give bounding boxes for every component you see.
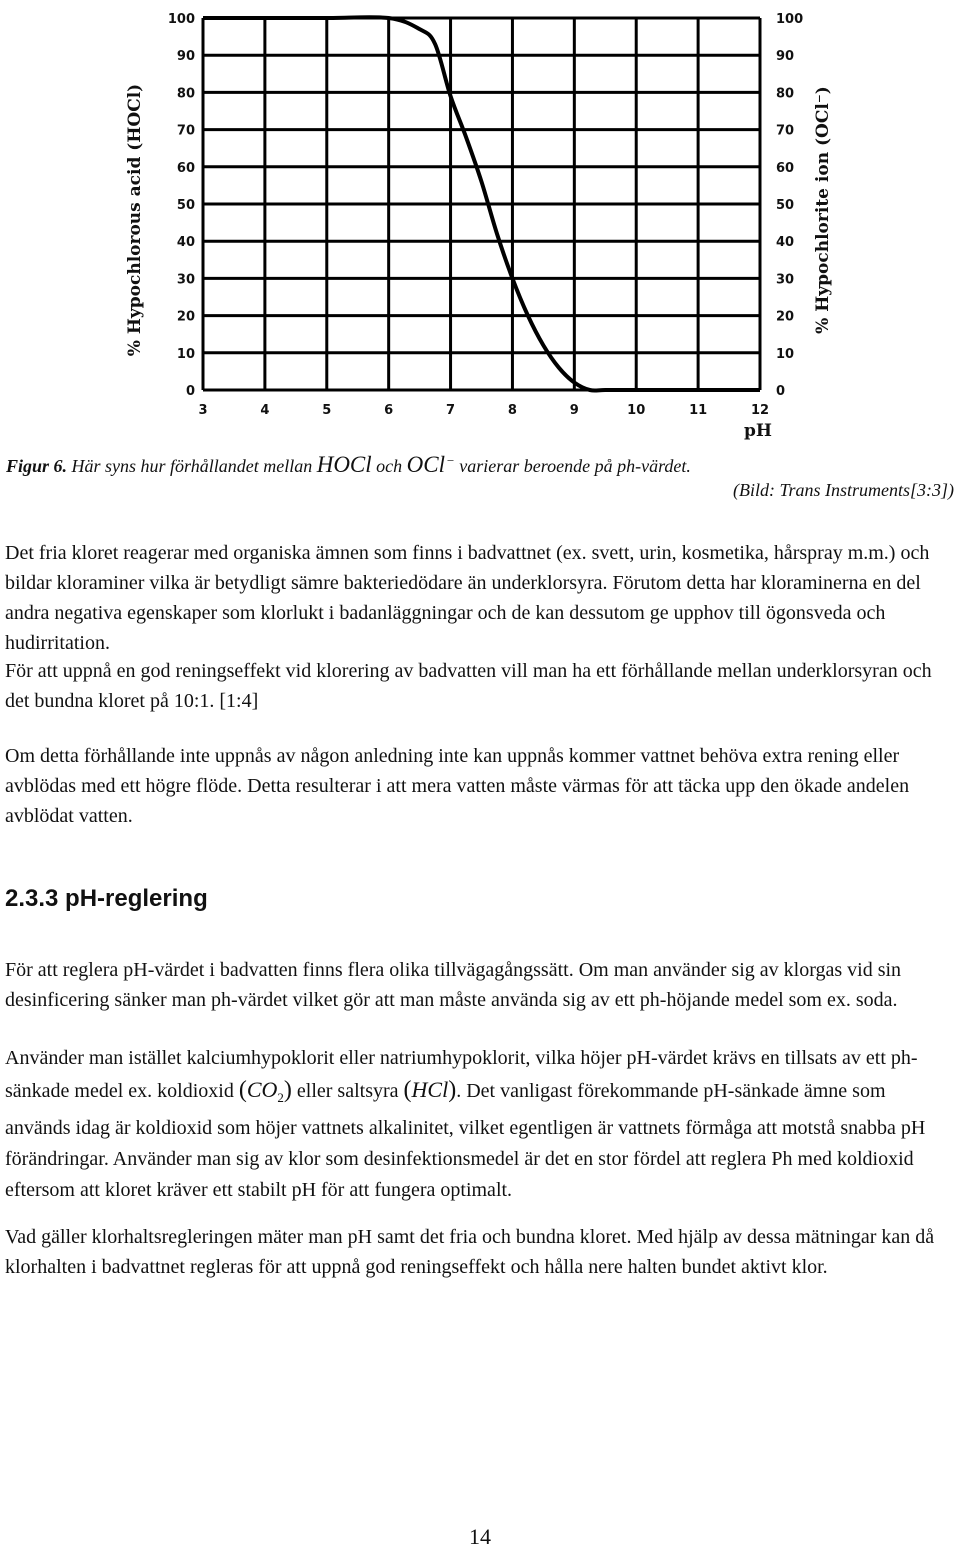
x-tick-label: 3 — [198, 403, 208, 418]
paragraph-3: Om detta förhållande inte uppnås av någon anledning inte kan uppnås kommer vattnet behöva extra rening eller avblödas med ett högre flöde. Detta resulterar i att mera vatten måste värmas för att täcka upp den ökade andelen avblödat vatten. — [5, 745, 910, 827]
y-tick-label-right: 80 — [776, 86, 795, 102]
y-tick-label-left: 10 — [176, 346, 195, 362]
y-tick-label-right: 70 — [776, 123, 795, 139]
section-heading: 2.3.3 pH-reglering — [5, 885, 208, 912]
x-tick-label: 6 — [384, 403, 394, 418]
x-tick-label: 11 — [689, 403, 708, 418]
caption-chem-ocl: OCl — [406, 452, 445, 477]
x-tick-label: 8 — [507, 403, 517, 418]
paragraph-5-part-a: Använder man istället kalciumhypoklorit eller natriumhypoklorit, vilka höjer pH-värdet krävs en tillsats av ett ph-sänkade medel ex. koldioxid — [5, 1047, 918, 1102]
hocl-ocl-chart — [110, 0, 850, 445]
y-tick-label-left: 80 — [176, 86, 195, 102]
y-tick-label-left: 30 — [176, 272, 195, 288]
y-tick-label-left: 60 — [176, 160, 195, 176]
x-tick-label: 10 — [627, 403, 646, 418]
formula-hcl: HCl — [411, 1077, 449, 1102]
x-tick-label: 7 — [446, 403, 456, 418]
y-tick-label-left: 20 — [176, 309, 195, 325]
formula-co2-subscript: 2 — [277, 1090, 284, 1105]
y-tick-label-right: 50 — [776, 198, 795, 213]
page-number: 14 — [469, 1524, 491, 1549]
formula-co2: CO — [246, 1077, 278, 1102]
figure-label: Figur 6. — [6, 456, 68, 476]
y-tick-label-left: 90 — [176, 49, 195, 65]
y-tick-label-right: 30 — [776, 272, 795, 288]
y-tick-label-right: 10 — [776, 346, 795, 362]
paragraph-2: För att uppnå en god reningseffekt vid klorering av badvatten vill man ha ett förhållande mellan underklorsyran och det bundna kloret på 10:1. [1:4] — [5, 660, 932, 712]
y-tick-label-right: 60 — [776, 160, 795, 176]
y-axis-label-left: % Hypochlorous acid (HOCl) — [125, 83, 145, 357]
x-tick-label: 9 — [569, 403, 579, 418]
y-axis-label-right: % Hypochlorite ion (OCl⁻) — [813, 86, 833, 334]
figure-credit: (Bild: Trans Instruments[3:3]) — [732, 480, 954, 500]
paragraph-5-part-b: eller saltsyra — [296, 1080, 399, 1102]
paragraph-5: Använder man istället kalciumhypoklorit eller natriumhypoklorit, vilka höjer pH-värdet krävs en tillsats av ett ph-sänkade medel ex. koldioxid $(CO_2)$ eller saltsyra (HCl). Det vanligast förekommande pH-sänkade ämne som används idag är koldioxid som höjer vattnets alkalinitet, vilket egentligen är vattnets förmåga att motstå snabba pH förändringar. Använder man sig av klor som desinfektionsmedel är det en stor fördel att reglera Ph med koldioxid eftersom att kloret kräver ett stabilt pH för att fungera optimalt. — [5, 1047, 926, 1201]
paragraph-5-part-c: . Det vanligast förekommande pH-sänkade ämne som används idag är koldioxid som höjer vattnets alkalinitet, vilket egentligen är vattnets förmåga att motstå snabba pH förändringar. Använder man sig av klor som desinfektionsmedel är det en stor fördel att reglera Ph med koldioxid eftersom att kloret kräver ett stabilt pH för att fungera optimalt. — [5, 1080, 926, 1201]
y-tick-label-right: 20 — [776, 309, 795, 325]
caption-text-before: Här syns hur förhållandet mellan — [71, 456, 313, 476]
y-tick-label-left: 50 — [176, 198, 195, 213]
x-tick-label: 4 — [260, 403, 270, 418]
y-tick-label-left: 100 — [167, 12, 195, 27]
y-tick-label-right: 40 — [776, 235, 795, 251]
x-axis-label: pH — [744, 421, 772, 441]
caption-chem-ocl-sup: − — [446, 453, 455, 468]
x-tick-label: 5 — [322, 403, 332, 418]
x-tick-label: 12 — [750, 403, 770, 418]
y-tick-label-left: 70 — [176, 123, 195, 139]
caption-text-middle: och — [376, 456, 403, 476]
paragraph-1: Det fria kloret reagerar med organiska ämnen som finns i badvattnet (ex. svett, urin, kosmetika, hårspray m.m.) och bildar kloraminer vilka är betydligt sämre bakteriedödare än underklorsyra. Förutom detta har kloraminerna en del andra negativa egenskaper som klorlukt i badanläggningar och de kan dessutom ge upphov till ögonsveda och hudirritation. — [5, 542, 930, 654]
paragraph-4: För att reglera pH-värdet i badvatten finns flera olika tillvägagångssätt. Om man använder sig av klorgas vid sin desinficering sänker man ph-värdet vilket gör att man måste använda sig av ett ph-höjande medel som ex. soda. — [5, 959, 902, 1011]
y-tick-label-right: 100 — [776, 12, 804, 27]
figure-caption — [6, 452, 956, 478]
y-tick-label-right: 0 — [776, 384, 786, 399]
chart-svg — [110, 0, 850, 445]
caption-chem-hocl: HOCl — [316, 452, 372, 477]
y-tick-label-left: 40 — [176, 235, 195, 251]
caption-text-after: varierar beroende på ph-värdet. — [459, 456, 691, 476]
paragraph-6: Vad gäller klorhaltsregleringen mäter man pH samt det fria och bundna kloret. Med hjälp av dessa mätningar kan då klorhalten i badvattnet regleras för att uppnå god reningseffekt och hålla nere halten bundet aktivt klor. — [5, 1226, 935, 1278]
y-tick-label-right: 90 — [776, 49, 795, 65]
y-tick-label-left: 0 — [185, 384, 195, 399]
